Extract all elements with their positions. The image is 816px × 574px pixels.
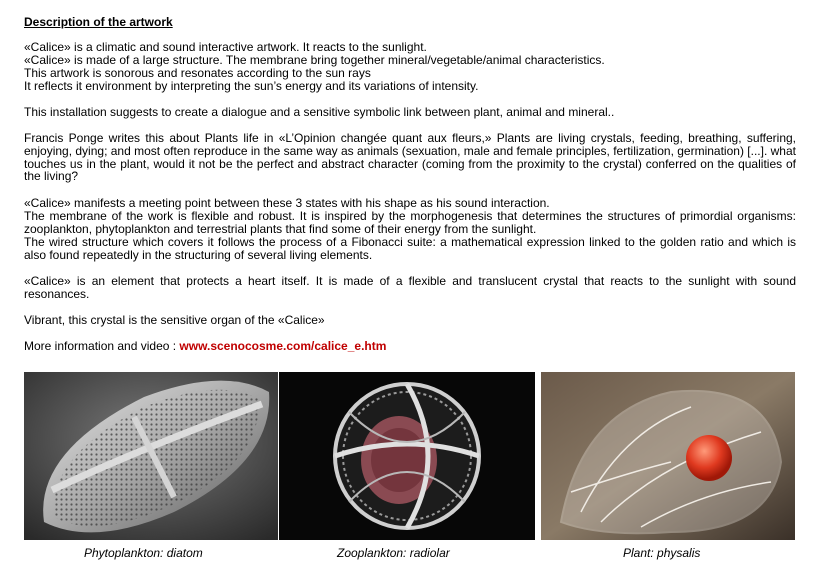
diatom-caption: Phytoplankton: diatom [84, 546, 203, 560]
physalis-image [541, 372, 795, 540]
website-link[interactable]: www.scenocosme.com/calice_e.htm [179, 339, 387, 353]
radiolar-image [279, 372, 535, 540]
intro-line-3: This artwork is sonorous and resonates according to the sun rays [24, 66, 371, 80]
intro-line-2: «Calice» is made of a large structure. The membrane bring together mineral/vegetable/animal characteristics. [24, 53, 605, 67]
intro-line-4: It reflects it environment by interpreting the sun’s energy and its variations of intensity. [24, 79, 479, 93]
heart-paragraph: «Calice» is an element that protects a heart itself. It is made of a flexible and translucent crystal that reacts to the sunlight with sound resonances. [24, 274, 796, 301]
radiolar-caption: Zooplankton: radiolar [337, 546, 450, 560]
installation-paragraph: This installation suggests to create a dialogue and a sensitive symbolic link between plant, animal and mineral.. [24, 105, 615, 119]
membrane-paragraph: The membrane of the work is flexible and robust. It is inspired by the morphogenesis that determines the structures of primordial organisms: zooplankton, phytoplankton and terrestrial plants that find some of their energy from the sunlight. [24, 209, 796, 236]
ponge-paragraph: Francis Ponge writes this about Plants life in «L’Opinion changée quant aux fleurs,» Plants are living crystals, feeding, breathing, suffering, enjoying, dying; and most often reproduce in the same way as animals (sexuation, male and female principles, fertilization, germination) [...]. what touches us in the plant, would it not be the perfect and abstract character (coming from the proximity to the crystal) conferred on the qualities of the living? [24, 131, 796, 184]
physalis-caption: Plant: physalis [623, 546, 701, 560]
heading: Description of the artwork [24, 15, 173, 29]
more-info-line [24, 340, 386, 353]
intro-line-1: «Calice» is a climatic and sound interactive artwork. It reacts to the sunlight. [24, 40, 427, 54]
vibrant-line: Vibrant, this crystal is the sensitive organ of the «Calice» [24, 313, 325, 327]
fibonacci-paragraph: The wired structure which covers it follows the process of a Fibonacci suite: a mathematical expression linked to the golden ratio and which is also found repeatedly in the structuring of several living elements. [24, 235, 796, 262]
meeting-point-line: «Calice» manifests a meeting point between these 3 states with his shape as his sound interaction. [24, 196, 550, 210]
diatom-image [24, 372, 278, 540]
more-info-label: More information and video : [24, 339, 180, 353]
